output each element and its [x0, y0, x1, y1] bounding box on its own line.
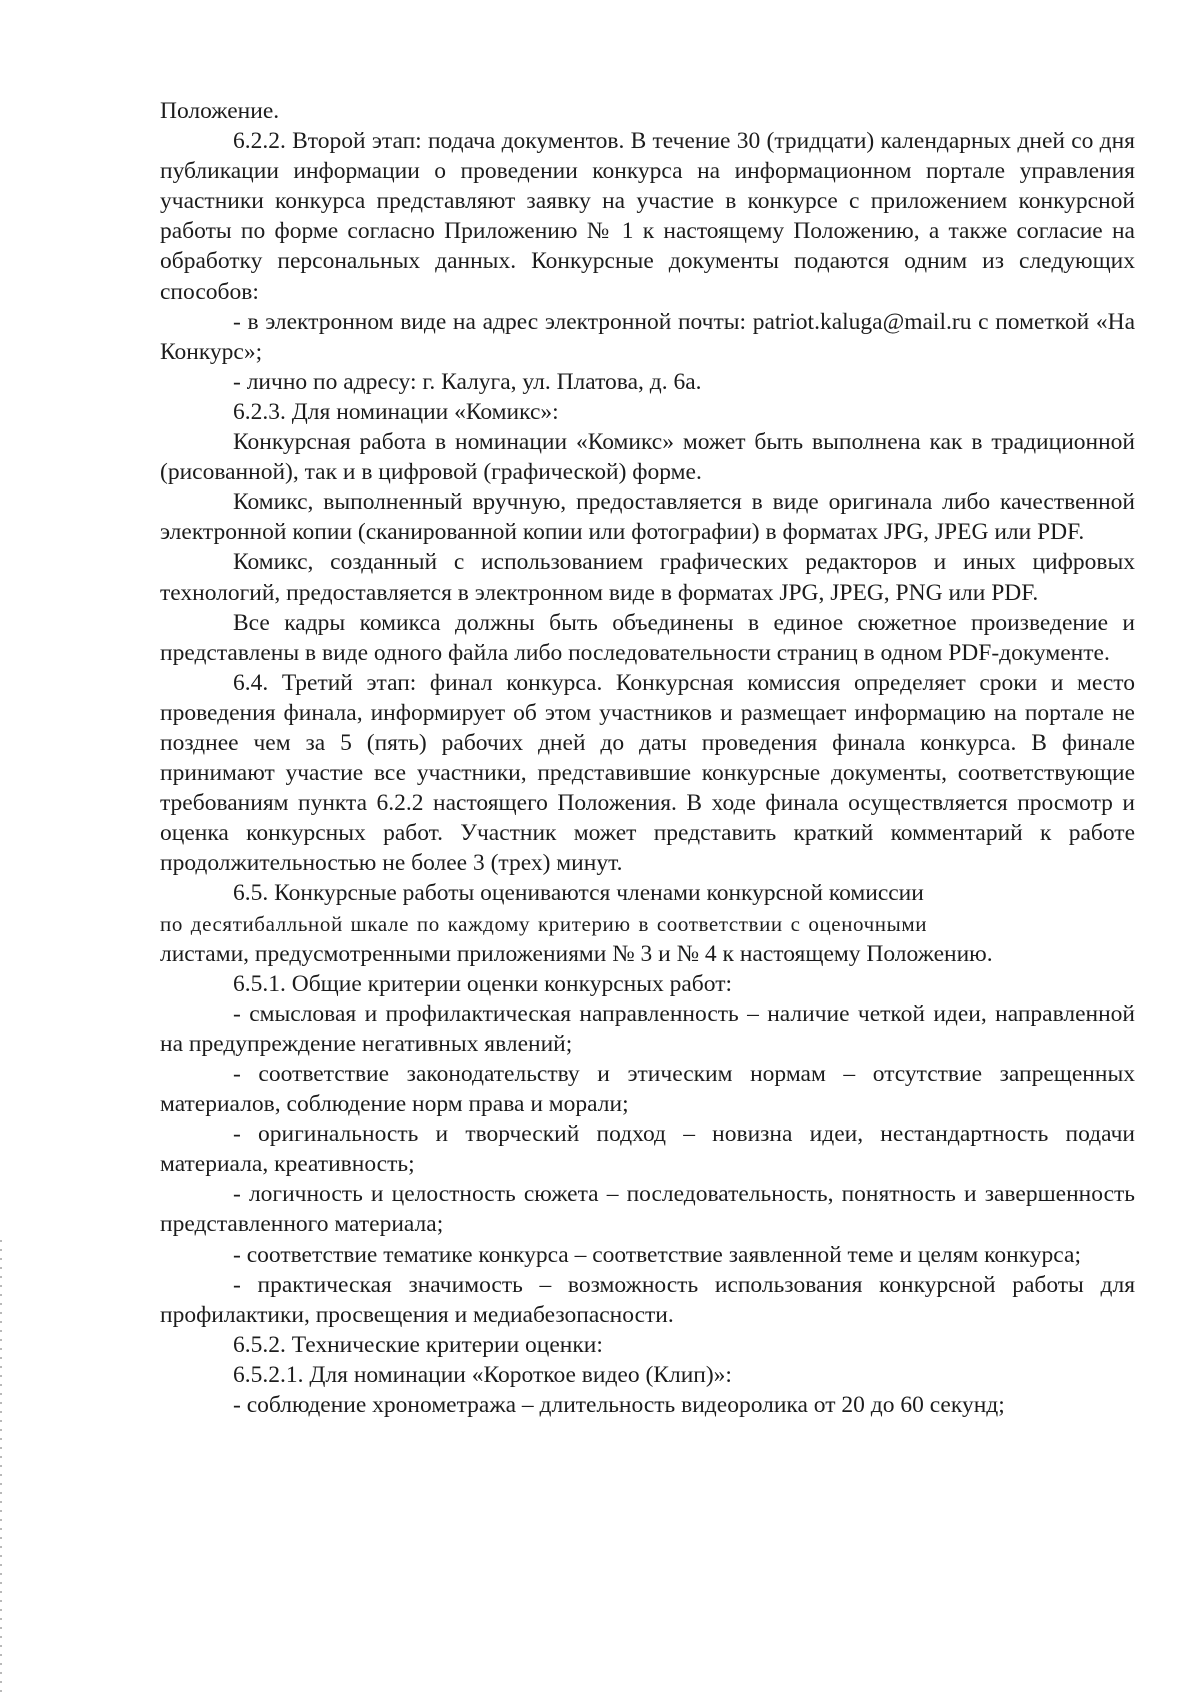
- paragraph-email-method: - в электронном виде на адрес электронной почты: patriot.kaluga@mail.ru с пометкой «На Конкурс»;: [160, 308, 1135, 365]
- paragraph-6-5-line3: листами, предусмотренными приложениями № 3 и № 4 к настоящему Положению.: [160, 940, 993, 967]
- paragraph-6-5-2: 6.5.2. Технические критерии оценки:: [233, 1331, 603, 1358]
- criterion-practical: - практическая значимость – возможность использования конкурсной работы для профилактики, просвещения и медиабезопасности.: [160, 1271, 1135, 1328]
- criterion-theme: - соответствие тематике конкурса – соответствие заявленной теме и целям конкурса;: [233, 1241, 1081, 1268]
- paragraph-6-2-3: 6.2.3. Для номинации «Комикс»:: [233, 398, 559, 425]
- criterion-legal: - соответствие законодательству и этическим нормам – отсутствие запрещенных материалов, соблюдение норм права и морали;: [160, 1061, 1135, 1118]
- paragraph-6-5-line2: по десятибалльной шкале по каждому критерию в соответствии с оценочными: [160, 911, 928, 936]
- paragraph-6-4: 6.4. Третий этап: финал конкурса. Конкурсная комиссия определяет сроки и место проведения финала, информирует об этом участников и размещает информацию на портале не позднее чем за 5 (пять) рабочих дней до даты проведения финала конкурса. В финале принимают участие все участники, представившие конкурсные документы, соответствующие требованиям пункта 6.2.2 настоящего Положения. В ходе финала осуществляется просмотр и оценка конкурсных работ. Участник может представить краткий комментарий к работе продолжительностью не более 3 (трех) минут.: [160, 669, 1135, 877]
- document-body: [160, 96, 1135, 1420]
- paragraph-6-5-1: 6.5.1. Общие критерии оценки конкурсных работ:: [233, 970, 733, 997]
- paragraph-comic-frames: Все кадры комикса должны быть объединены в единое сюжетное произведение и представлены в виде одного файла либо последовательности страниц в одном PDF-документе.: [160, 609, 1135, 666]
- paragraph-comic-digital: Комикс, созданный с использованием графических редакторов и иных цифровых технологий, предоставляется в электронном виде в форматах JPG, JPEG, PNG или PDF.: [160, 549, 1135, 606]
- paragraph-comic-forms: Конкурсная работа в номинации «Комикс» может быть выполнена как в традиционной (рисованной), так и в цифровой (графической) форме.: [160, 429, 1135, 486]
- criterion-semantic: - смысловая и профилактическая направленность – наличие четкой идеи, направленной на предупреждение негативных явлений;: [160, 1000, 1135, 1057]
- criterion-originality: - оригинальность и творческий подход – новизна идеи, нестандартность подачи материала, креативность;: [160, 1121, 1135, 1178]
- criterion-timing: - соблюдение хронометража – длительность видеоролика от 20 до 60 секунд;: [233, 1392, 1005, 1419]
- criterion-logic: - логичность и целостность сюжета – последовательность, понятность и завершенность представленного материала;: [160, 1181, 1135, 1238]
- paragraph-polozhenie: Положение.: [160, 98, 280, 124]
- scan-edge-mark: [0, 1240, 2, 1696]
- paragraph-comic-handmade: Комикс, выполненный вручную, предоставляется в виде оригинала либо качественной электронной копии (сканированной копии или фотографии) в форматах JPG, JPEG или PDF.: [160, 489, 1135, 546]
- paragraph-6-2-2: 6.2.2. Второй этап: подача документов. В течение 30 (тридцати) календарных дней со дня публикации информации о проведении конкурса на информационном портале управления участники конкурса представляют заявку на участие в конкурсе с приложением конкурсной работы по форме согласно Приложению № 1 к настоящему Положению, а также согласие на обработку персональных данных. Конкурсные документы подаются одним из следующих способов:: [160, 128, 1135, 305]
- paragraph-in-person-method: - лично по адресу: г. Калуга, ул. Платова, д. 6а.: [233, 368, 702, 395]
- paragraph-6-5-2-1: 6.5.2.1. Для номинации «Короткое видео (Клип)»:: [233, 1361, 732, 1388]
- paragraph-6-5-line1: 6.5. Конкурсные работы оцениваются членами конкурсной комиссии: [233, 880, 924, 907]
